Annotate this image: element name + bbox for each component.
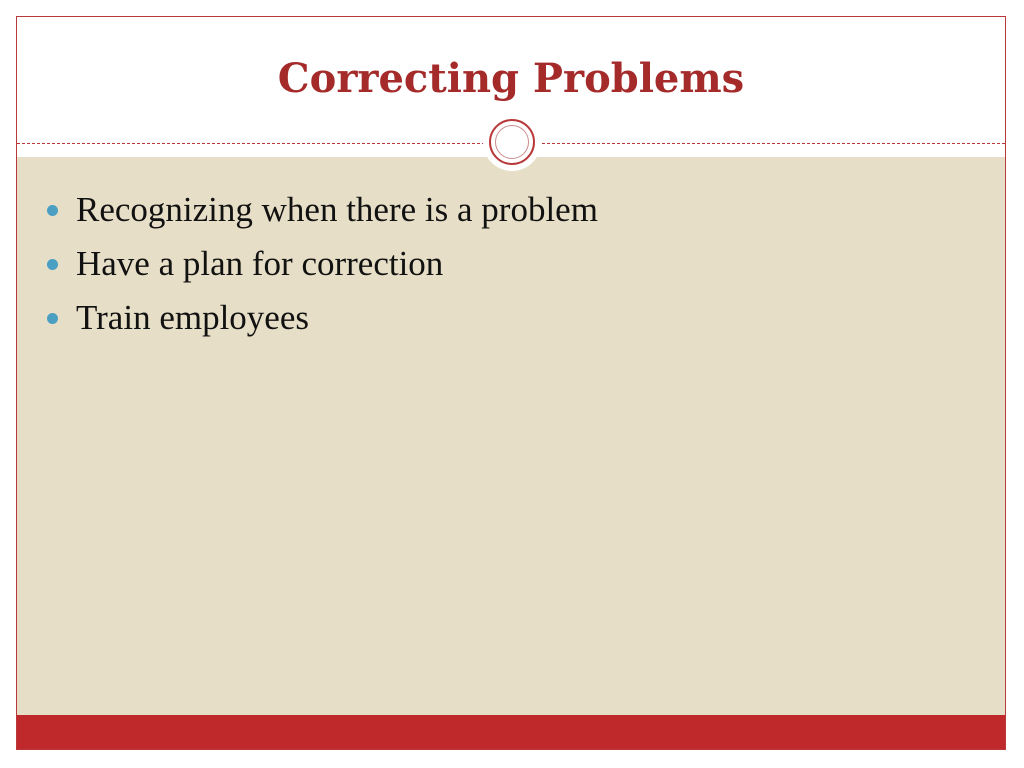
ornament-ring [489,119,535,165]
bullet-item [47,183,598,237]
bullet-icon [47,205,58,216]
bullet-list [47,183,598,345]
circle-ornament-icon [483,113,541,171]
bullet-item [47,291,598,345]
bullet-text: Train employees [76,298,309,337]
bullet-text: Have a plan for correction [76,244,444,283]
bullet-icon [47,259,58,270]
bullet-item [47,237,598,291]
content-area [17,157,1005,717]
slide [16,16,1006,750]
ornament-inner-ring [495,125,529,159]
bullet-icon [47,313,58,324]
slide-title: Correcting Problems [277,55,745,102]
bullet-text: Recognizing when there is a problem [76,190,598,229]
footer-bar [17,715,1005,749]
